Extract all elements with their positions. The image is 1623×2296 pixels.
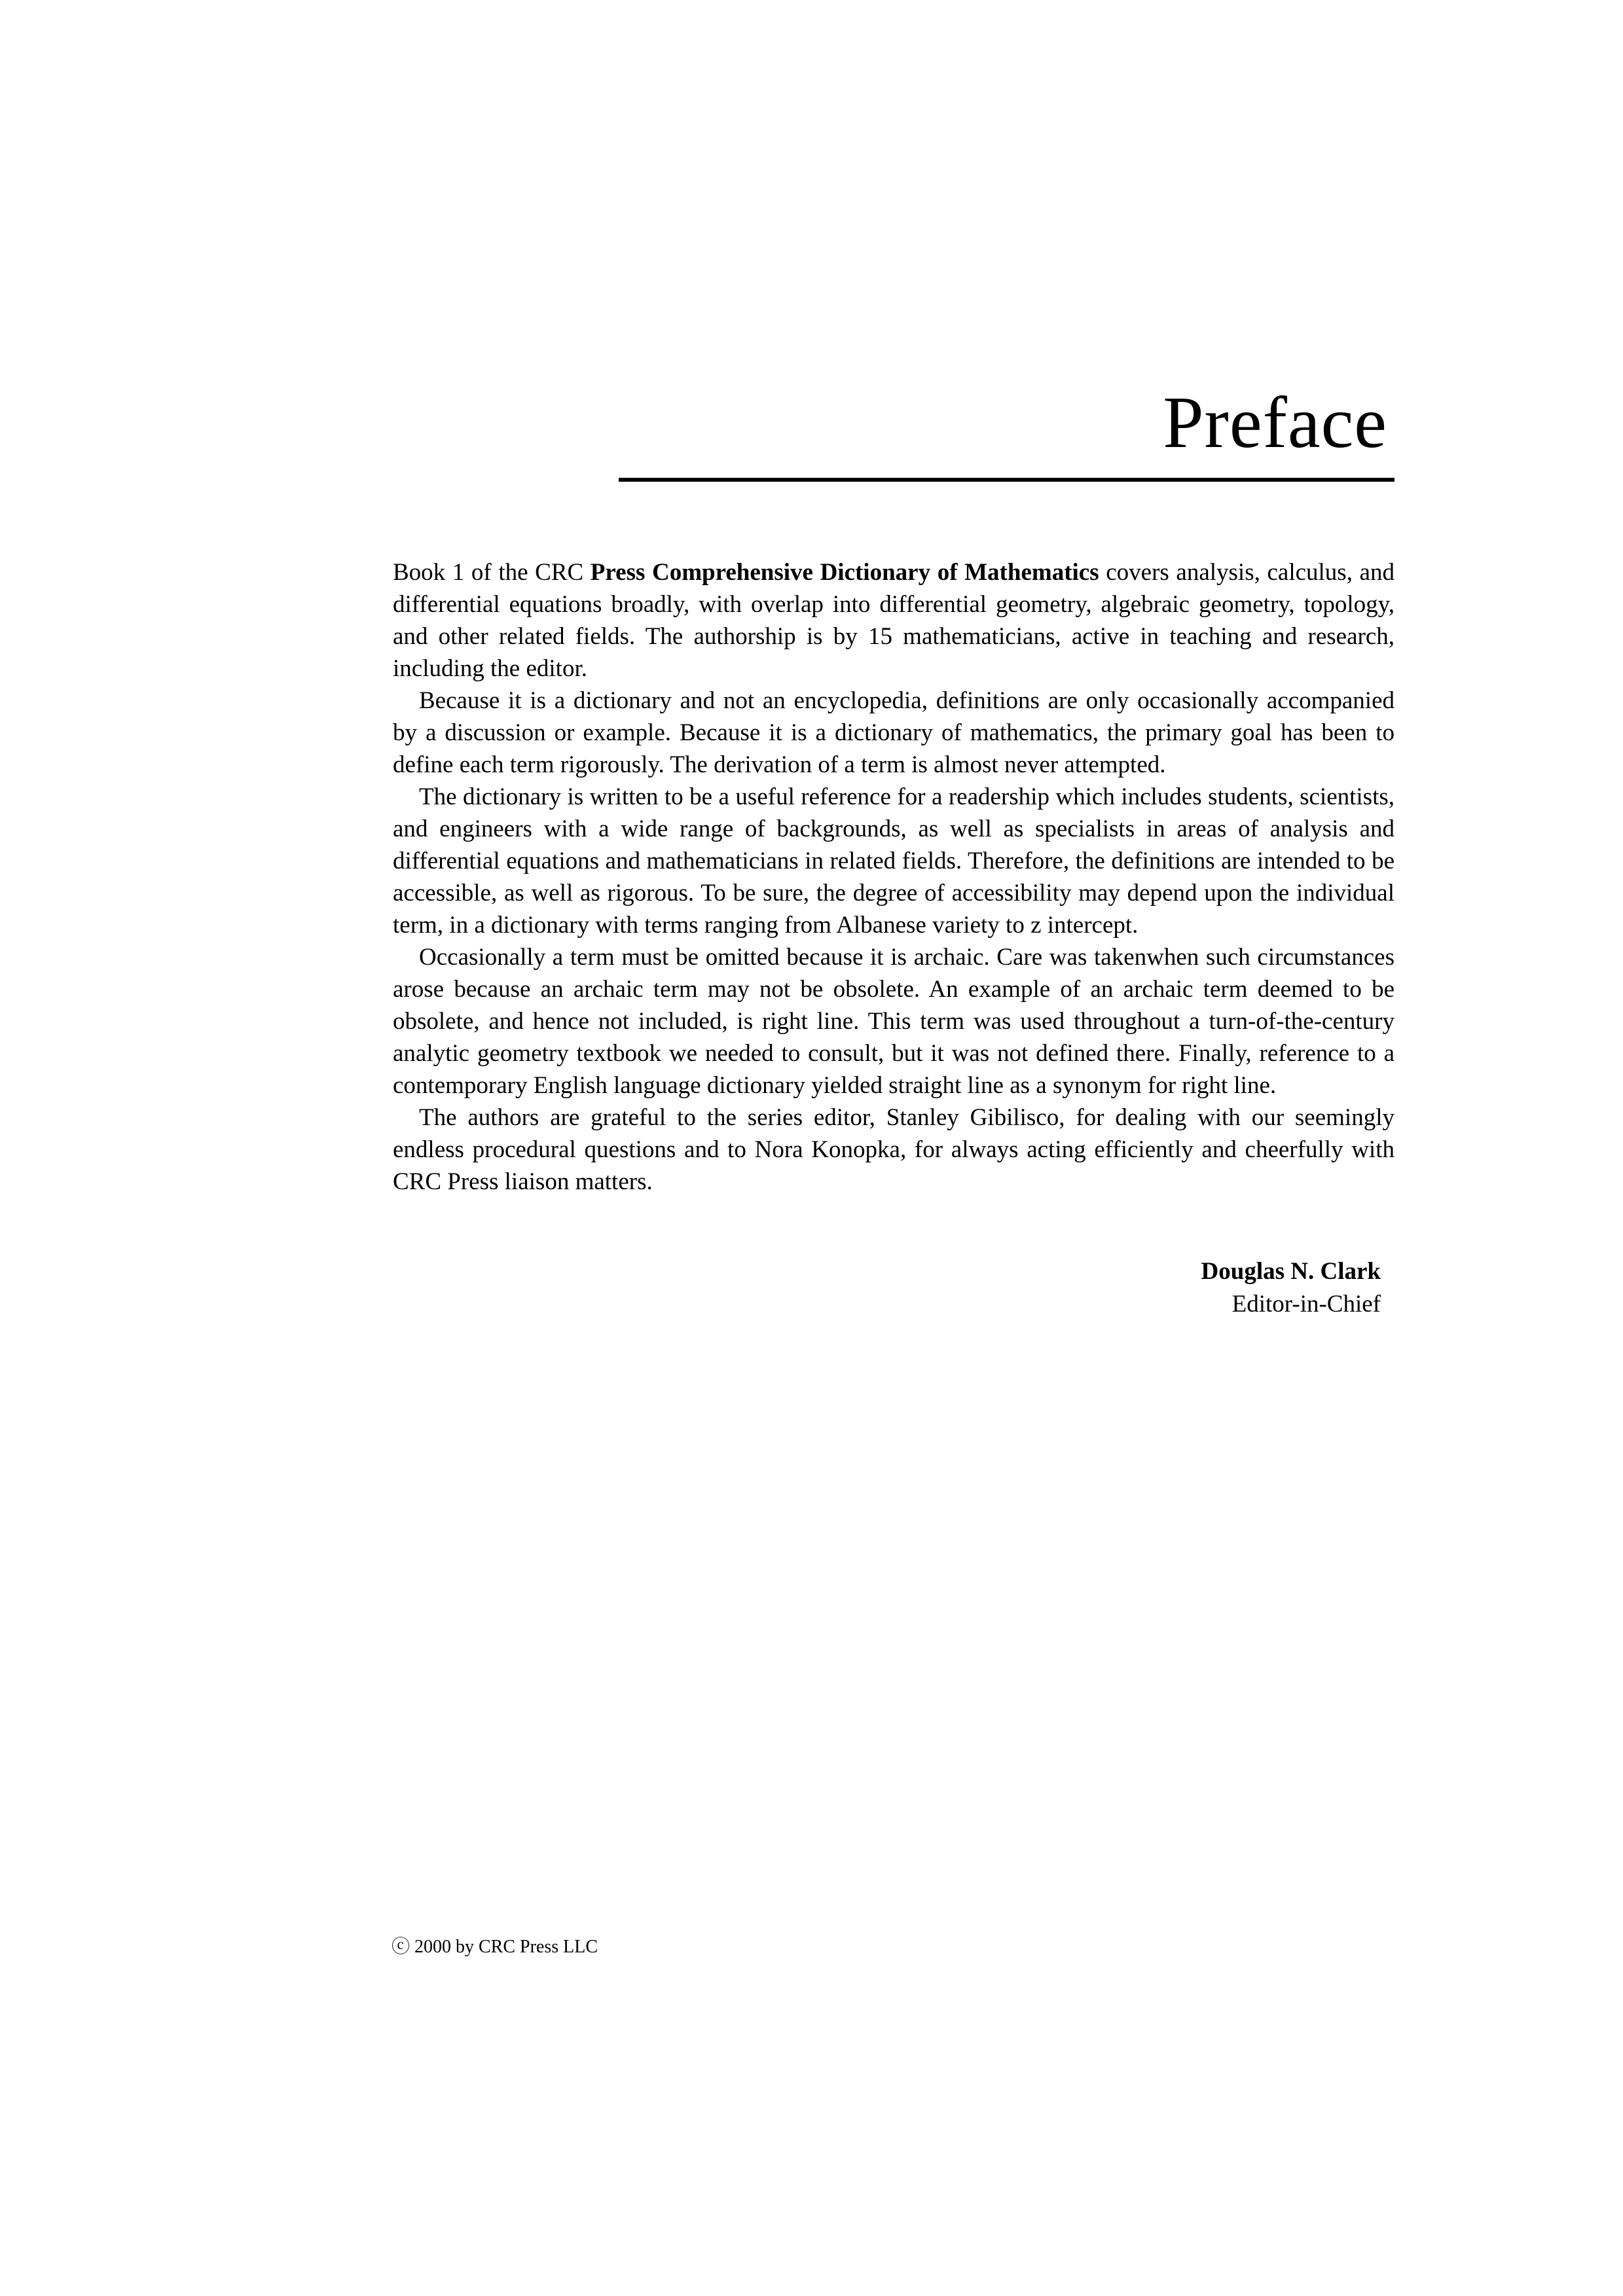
title-rule — [619, 478, 1395, 482]
author-name: Douglas N. Clark — [1201, 1258, 1381, 1285]
paragraph-1-intro: Book 1 of the CRC — [393, 559, 591, 586]
paragraph-2: Because it is a dictionary and not an encyclopedia, definitions are only occasionally accompanied by a discussion or example. Because it is a dictionary of mathematics, the primary goal has been to define each term rigorously. The derivation of a term is almost never attempted. — [393, 687, 1395, 778]
paragraph-4: Occasionally a term must be omitted because it is archaic. Care was takenwhen such circumstances arose because an archaic term may not be obsolete. An example of an archaic term deemed to be obsolete, and hence not included, is right line. This term was used throughout a turn-of-the-century analytic geometry textbook we needed to consult, but it was not defined there. Finally, reference to a contemporary English language dictionary yielded straight line as a synonym for right line. — [393, 944, 1395, 1099]
author-role: Editor-in-Chief — [1231, 1291, 1381, 1318]
paragraph-1-rest: covers analysis, calculus, and differential equations broadly, with overlap into differential geometry, algebraic geometry, topology, and other related fields. The authorship is by 15 mathematicians, active in teaching and research, including the editor. — [393, 559, 1395, 682]
signature-block — [1201, 1255, 1381, 1321]
preface-body — [393, 556, 1395, 1198]
book-title: Press Comprehensive Dictionary of Mathematics — [590, 559, 1099, 586]
paragraph-5: The authors are grateful to the series editor, Stanley Gibilisco, for dealing with our seemingly endless procedural questions and to Nora Konopka, for always acting efficiently and cheerfully with CRC Press liaison matters. — [393, 1104, 1395, 1195]
paragraph-3: The dictionary is written to be a useful reference for a readership which includes students, scientists, and engineers with a wide range of backgrounds, as well as specialists in areas of analysis and differential equations and mathematicians in related fields. Therefore, the definitions are intended to be accessible, as well as rigorous. To be sure, the degree of accessibility may depend upon the individual term, in a dictionary with terms ranging from Albanese variety to z intercept. — [393, 783, 1395, 939]
copyright-notice: ⓒ 2000 by CRC Press LLC — [392, 1937, 598, 1957]
page-title: Preface — [1163, 382, 1387, 463]
paragraph-1 — [393, 556, 1395, 685]
